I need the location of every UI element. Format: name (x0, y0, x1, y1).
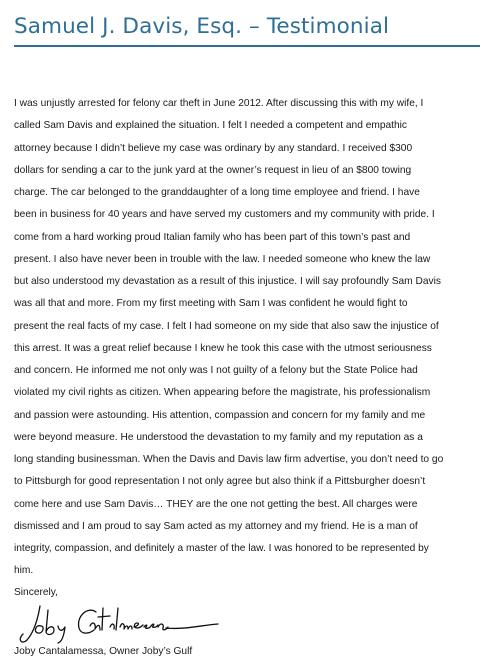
body-line: integrity, compassion, and definitely a master of the law. I was honored to be represented by (14, 543, 429, 554)
signer-name: Joby Cantalamessa, Owner Joby’s Gulf (14, 646, 193, 657)
body-line: present. I also have never been in trouble with the law. I needed someone who knew the law (14, 253, 431, 265)
body-line: come here and use Sam Davis… THEY are the one not getting the best. All charges were (14, 498, 418, 510)
body-line: were beyond measure. He understood the devastation to my family and my reputation as a (14, 431, 423, 443)
body-line: come from a hard working proud Italian family who has been part of this town’s past and (14, 231, 411, 243)
body-line: attorney because I didn’t believe my case was ordinary by any standard. I received $300 (14, 142, 413, 154)
body-line: long standing businessman. When the Davis and Davis law firm advertise, you don’t need to go (14, 454, 444, 465)
body-line: and passion were astounding. His attention, compassion and concern for my family and me (14, 409, 426, 421)
body-line: I was unjustly arrested for felony car theft in June 2012. After discussing this with my wife, I (14, 98, 424, 109)
body-line: this arrest. It was a great relief because I knew he took this case with the utmost seriousness (14, 342, 432, 354)
title-divider (14, 45, 480, 47)
body-line: violated my civil rights as citizen. When appearing before the magistrate, his professionalism (14, 387, 431, 399)
body-line: to Pittsburgh for good representation I not only agree but also think if a Pittsburgher doesn’t (14, 476, 426, 488)
body-line: charge. The car belonged to the granddaughter of a long time employee and friend. I have (14, 187, 420, 198)
body-line: him. (14, 565, 34, 577)
body-line: called Sam Davis and explained the situation. I felt I needed a competent and empathic (14, 120, 408, 132)
body-line: dollars for sending a car to the junk yard at the owner’s request in lieu of an $800 towing (14, 164, 412, 176)
handwritten-signature (18, 600, 223, 646)
body-line: been in business for 40 years and have served my customers and my community with pride. I (14, 209, 435, 221)
page-title: Samuel J. Davis, Esq. – Testimonial (14, 14, 390, 39)
body-line: present the real facts of my case. I felt I had someone on my side that also saw the injustice of (14, 320, 439, 332)
body-line: was all that and more. From my first meeting with Sam I was confident he would fight to (14, 298, 408, 310)
body-line: but also understood my devastation as a result of this injustice. I will say profoundly Sam Davis (14, 276, 441, 287)
testimonial-body (14, 93, 490, 583)
body-line: and concern. He informed me not only was I not guilty of a felony but the State Police had (14, 365, 418, 376)
closing-salutation: Sincerely, (14, 587, 58, 598)
body-line: dismissed and I am proud to say Sam acted as my attorney and my friend. He is a man of (14, 520, 418, 532)
